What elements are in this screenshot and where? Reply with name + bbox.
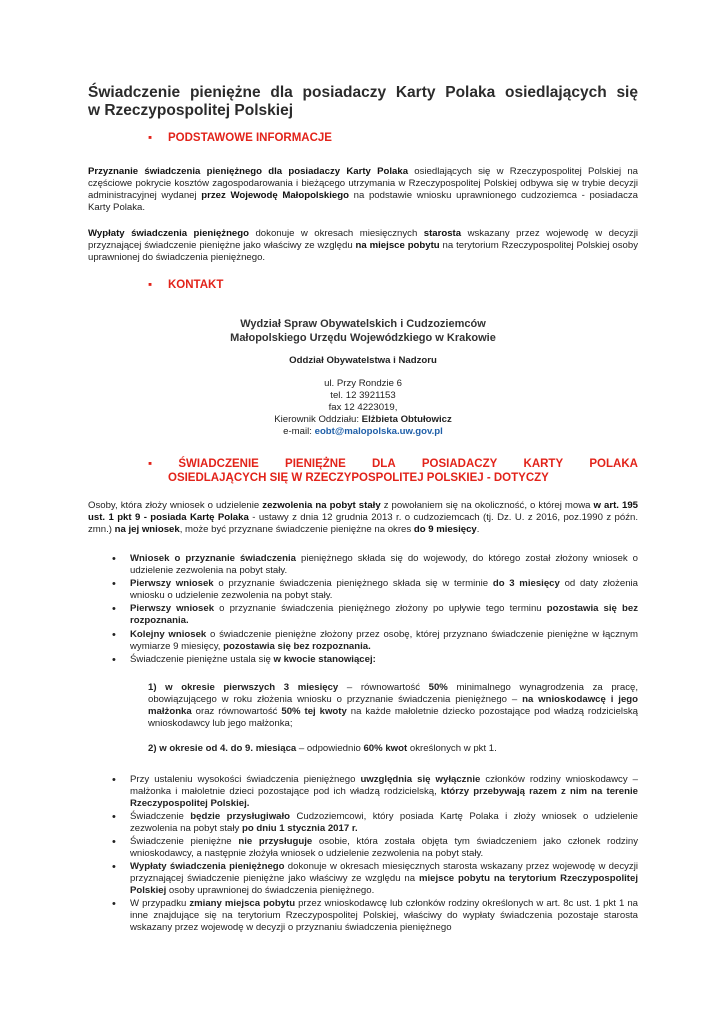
list-item: • Wypłaty świadczenia pieniężnego dokonuje w okresach miesięcznych starosta wskazany przez wojewodę w decyzji przyznającej świadczenie pieniężne jako właściwy ze względu na miejsce pobytu na terytorium Rzeczypospolitej Polskiej osoby uprawnionej do świadczenia pieniężnego. [112,861,638,896]
paragraph-eligibility: Osoby, która złoży wniosek o udzielenie zezwolenia na pobyt stały z powołaniem się na okoliczność, o której mowa w art. 195 ust. 1 pkt 9 - posiada Kartę Polaka - ustawy z dnia 12 grudnia 2013 r. o cudzoziemcach (tj. Dz. U. z 2016, poz.1990 z późn. zmn.) na jej wniosek, może być przyznane świadczenie pieniężne na okres do 9 miesięcy. [88,500,638,535]
section-heading-line-2: OSIEDLAJĄCYCH SIĘ W RZECZYPOSPOLITEJ POLSKIEJ - DOTYCZY [168,472,549,484]
list-item: • Świadczenie będzie przysługiwało Cudzoziemcowi, który posiada Kartę Polaka i złoży wniosek o udzielenie zezwolenia na pobyt stały po dniu 1 stycznia 2017 r. [112,811,638,834]
contact-address: ul. Przy Rondzie 6 [324,378,402,389]
bullet-icon: • [112,898,116,910]
list-item: • Wniosek o przyznanie świadczenia pieniężnego składa się do wojewody, do którego został złożony wniosek o udzielenie zezwolenia na pobyt stały. [112,553,639,576]
bullet-icon: • [112,836,116,848]
bullet-icon: • [112,553,116,565]
numbered-item-2: 2) w okresie od 4. do 9. miesiąca – odpowiednio 60% kwot określonych w pkt 1. [148,743,497,754]
bullet-icon: • [112,603,116,615]
section-heading-contact [148,278,223,292]
contact-fax: fax 12 4223019, [328,402,398,413]
contact-email-row: e-mail: eobt@malopolska.uw.gov.pl [283,426,443,437]
bullet-icon: • [112,629,116,641]
square-bullet-icon: ▪ [148,458,153,470]
bullet-icon: • [112,861,116,873]
section-heading-benefit: ▪ ŚWIADCZENIE PIENIĘŻNE DLA POSIADACZY KARTY POLAKA OSIEDLAJĄCYCH SIĘ W RZECZYPOSPOLITEJ POLSKIEJ - DOTYCZY [148,458,638,484]
office-name-line-2: Małopolskiego Urzędu Wojewódzkiego w Krakowie [230,331,496,344]
bullet-icon: • [112,774,116,786]
title-line-1: Świadczenie pieniężne dla posiadaczy Karty Polaka osiedlających się [88,84,638,101]
email-link[interactable]: eobt@malopolska.uw.gov.pl [314,426,443,437]
list-item: • W przypadku zmiany miejsca pobytu przez wnioskodawcę lub członków rodziny określonych w art. 8c ust. 1 pkt 1 na inne znajdujące się na terytorium Rzeczypospolitej Polskiej, właściwy do wypłaty świadczenia pozostaje starosta wskazany przez wojewodę w decyzji o przyznaniu świadczenia pieniężnego [112,898,638,933]
paragraph-payments-info: Wypłaty świadczenia pieniężnego dokonuje w okresach miesięcznych starosta wskazany przez wojewodę w decyzji przyznającej świadczenie pieniężne jako właściwy ze względu na miejsce pobytu na terytorium Rzeczypospolitej Polskiej osoby uprawnionej do świadczenia pieniężnego. [88,228,639,263]
contact-block [148,318,578,438]
bullet-icon: • [112,654,116,666]
office-name-line-1: Wydział Spraw Obywatelskich i Cudzoziemców [240,318,486,330]
contact-head: Kierownik Oddziału: Elżbieta Obtułowicz [274,414,452,425]
document-title [88,84,638,120]
list-item: • Przy ustaleniu wysokości świadczenia pieniężnego uwzględnia się wyłącznie członków rodziny wnioskodawcy – małżonka i małoletnie dzieci pozostające pod ich władzą rodzicielską, którzy przebywają razem z nim na terenie Rzeczypospolitej Polskiej. [112,774,638,809]
list-item: • Świadczenie pieniężne nie przysługuje osobie, która została objęta tym świadczeniem jako członek rodziny wnioskodawcy, a następnie złożyła wniosek o udzielenie zezwolenia na pobyt stały. [112,836,638,859]
bullet-icon: • [112,811,116,823]
list-item: • Pierwszy wniosek o przyznanie świadczenia pieniężnego składa się w terminie do 3 miesięcy od daty złożenia wniosku o udzielenie zezwolenia na pobyt stały. [112,578,638,601]
paragraph-grant-info: Przyznanie świadczenia pieniężnego dla posiadaczy Karty Polaka osiedlających się w Rzeczypospolitej Polskiej na częściowe pokrycie kosztów zagospodarowania i bieżącego utrzymania w Rzeczypospolitej Polskiej odbywa się w trybie decyzji administracyjnej wydanej przez Wojewodę Małopolskiego na podstawie wniosku uprawnionego cudzoziemca - posiadacza Karty Polaka. [88,166,639,213]
section-heading-basic-info [148,131,332,145]
square-bullet-icon: ▪ [148,132,153,144]
list-item: • Kolejny wniosek o świadczenie pieniężne złożony przez osobę, której przyznano świadczenie pieniężne w łącznym wymiarze 9 miesięcy, pozostawia się bez rozpoznania. [112,629,638,652]
square-bullet-icon: ▪ [148,279,153,291]
list-item: • Świadczenie pieniężne ustala się w kwocie stanowiącej: [112,654,376,666]
section-heading-label: PODSTAWOWE INFORMACJE [168,132,332,144]
department-name: Oddział Obywatelstwa i Nadzoru [289,355,437,366]
bullet-icon: • [112,578,116,590]
section-heading-label: KONTAKT [168,279,224,291]
contact-phone: tel. 12 3921153 [330,390,396,401]
numbered-item-1: 1) w okresie pierwszych 3 miesięcy – równowartość 50% minimalnego wynagrodzenia za pracę, obowiązującego w roku złożenia wniosku o przyznanie świadczenia pieniężnego – na wnioskodawcę i jego małżonka oraz równowartość 50% tej kwoty na każde małoletnie dziecko pozostające pod władzą rodzicielską wnioskodawcy lub jego małżonka; [148,682,638,729]
list-item: • Pierwszy wniosek o przyznanie świadczenia pieniężnego złożony po upływie tego terminu pozostawia się bez rozpoznania. [112,603,638,626]
title-line-2: w Rzeczypospolitej Polskiej [88,102,294,119]
